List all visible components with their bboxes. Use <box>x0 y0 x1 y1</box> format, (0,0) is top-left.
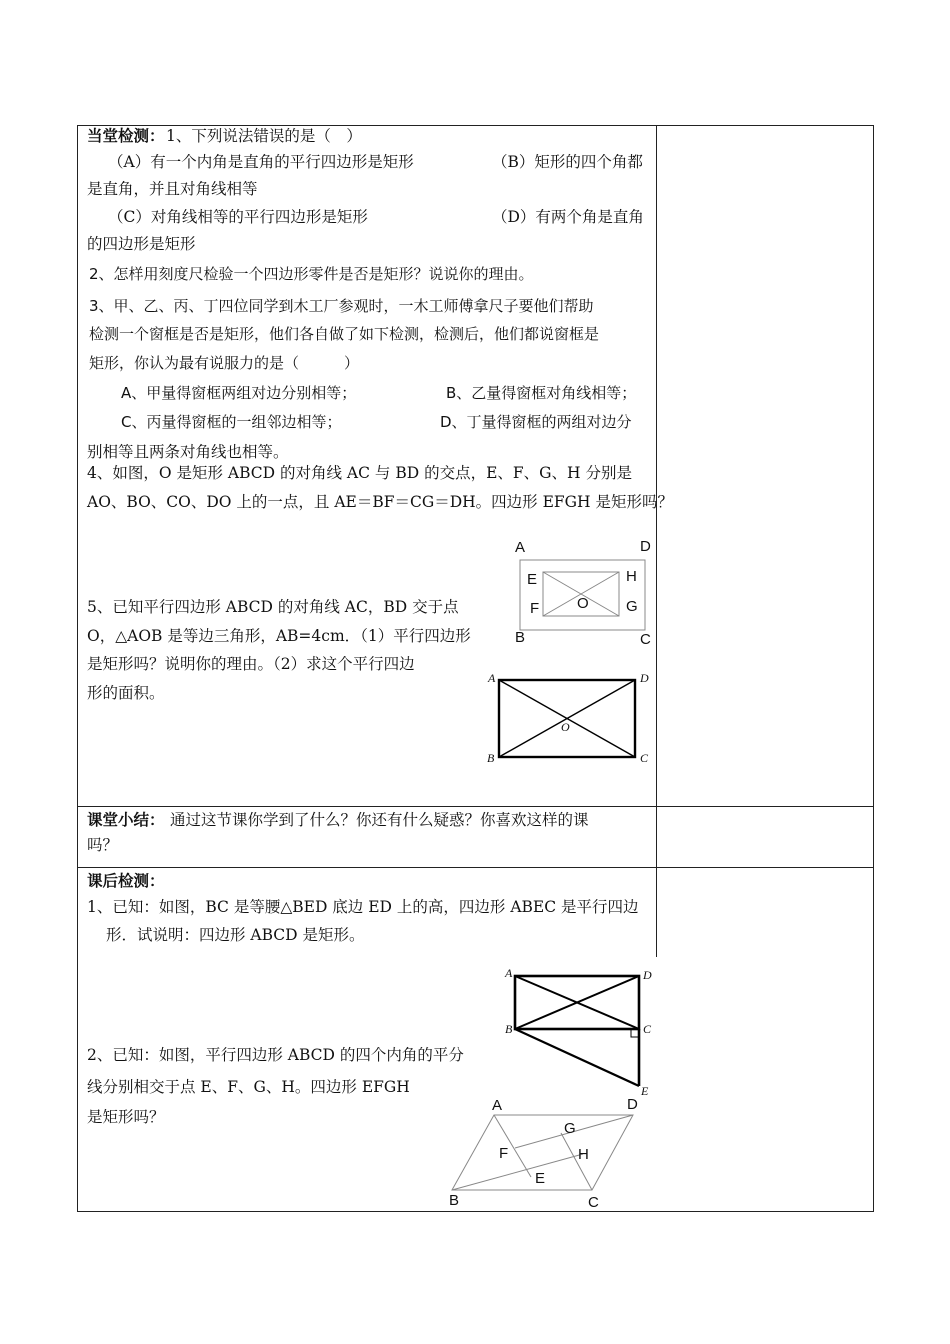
q3-line1: 3、甲、乙、丙、丁四位同学到木工厂参观时，一木工师傅拿尺子要他们帮助 <box>89 297 594 315</box>
section2-line2: 吗？ <box>87 836 119 854</box>
q3-option-d: D、丁量得窗框的两组对边分 <box>440 413 632 431</box>
s3-q2-label-e: E <box>535 1170 546 1187</box>
q1-option-d: （D）有两个角是直角 <box>492 208 644 226</box>
section2-heading: 课堂小结： <box>87 811 165 829</box>
s3-q1-label-d: D <box>643 968 652 982</box>
q4-label-d: D <box>640 538 651 555</box>
q4-label-c: C <box>640 631 651 648</box>
q5-label-b: B <box>487 751 495 765</box>
s3-q2-line3: 是矩形吗？ <box>87 1108 165 1126</box>
s3-q2-label-d: D <box>627 1096 638 1113</box>
section2-line1: 通过这节课你学到了什么？你还有什么疑惑？你喜欢这样的课 <box>170 811 589 829</box>
q3-option-a: A、甲量得窗框两组对边分别相等； <box>121 384 357 402</box>
q1-option-ab-cont: 是直角，并且对角线相等 <box>87 180 258 198</box>
q1-option-cd-cont: 的四边形是矩形 <box>87 235 196 253</box>
q3-line3: 矩形，你认为最有说服力的是（ ） <box>89 354 360 372</box>
section3-heading: 课后检测： <box>87 872 165 890</box>
s3-q2-label-c: C <box>588 1194 599 1211</box>
q4-label-g: G <box>626 598 638 615</box>
s3-q1-label-a: A <box>505 966 513 980</box>
q5-line3: 是矩形吗？说明你的理由。（2）求这个平行四边 <box>87 655 415 673</box>
q4-label-a: A <box>515 539 526 556</box>
q5-label-o: O <box>561 720 570 734</box>
q4-label-e: E <box>527 571 538 588</box>
s3-q2-label-f: F <box>499 1145 509 1162</box>
s3-q1-label-b: B <box>505 1022 513 1036</box>
s3-q1-line2: 形．试说明：四边形 ABCD 是矩形。 <box>106 926 365 944</box>
q4-label-b: B <box>515 629 526 646</box>
q5-label-c: C <box>640 751 649 765</box>
q2-text: 2、怎样用刻度尺检验一个四边形零件是否是矩形？说说你的理由。 <box>89 265 534 283</box>
q5-label-a: A <box>488 671 496 685</box>
q1-option-c: （C）对角线相等的平行四边形是矩形 <box>108 208 368 226</box>
q4-label-f: F <box>530 600 540 617</box>
s3-q1-line1: 1、已知：如图，BC 是等腰△BED 底边 ED 上的高，四边形 ABEC 是平行四边 <box>87 898 639 916</box>
s3-q2-line1: 2、已知：如图，平行四边形 ABCD 的四个内角的平分 <box>87 1046 464 1064</box>
s3-q2-label-h: H <box>578 1146 589 1163</box>
q5-line4: 形的面积。 <box>87 684 165 702</box>
q4-label-o: O <box>577 595 589 612</box>
q3-line2: 检测一个窗框是否是矩形，他们各自做了如下检测，检测后，他们都说窗框是 <box>89 325 600 343</box>
s3-q1-label-e: E <box>641 1084 649 1098</box>
q4-line2: AO、BO、CO、DO 上的一点，且 AE＝BF＝CG＝DH。四边形 EFGH 是矩形吗？ <box>87 493 674 511</box>
q4-label-h: H <box>626 568 637 585</box>
s3-q2-label-a: A <box>492 1097 503 1114</box>
q5-line1: 5、已知平行四边形 ABCD 的对角线 AC，BD 交于点 <box>87 598 459 616</box>
q1-option-a: （A）有一个内角是直角的平行四边形是矩形 <box>108 153 414 171</box>
s3-q2-label-g: G <box>564 1120 576 1137</box>
s3-q1-label-c: C <box>643 1022 652 1036</box>
q1-stem: 1、下列说法错误的是（ ） <box>166 127 362 145</box>
q4-line1: 4、如图，O 是矩形 ABCD 的对角线 AC 与 BD 的交点，E、F、G、H 分别是 <box>87 464 632 482</box>
section1-heading: 当堂检测： <box>87 127 165 145</box>
q3-option-b: B、乙量得窗框对角线相等； <box>446 384 637 402</box>
q1-option-b: （B）矩形的四个角都 <box>492 153 643 171</box>
s3-q2-line2: 线分别相交于点 E、F、G、H。四边形 EFGH <box>87 1078 410 1096</box>
q3-option-c: C、丙量得窗框的一组邻边相等； <box>121 413 342 431</box>
s3-q2-label-b: B <box>449 1192 460 1209</box>
q5-line2: O，△AOB 是等边三角形，AB=4cm．（1）平行四边形 <box>87 627 471 645</box>
q3-option-d-cont: 别相等且两条对角线也相等。 <box>87 443 289 461</box>
q5-label-d: D <box>640 671 649 685</box>
